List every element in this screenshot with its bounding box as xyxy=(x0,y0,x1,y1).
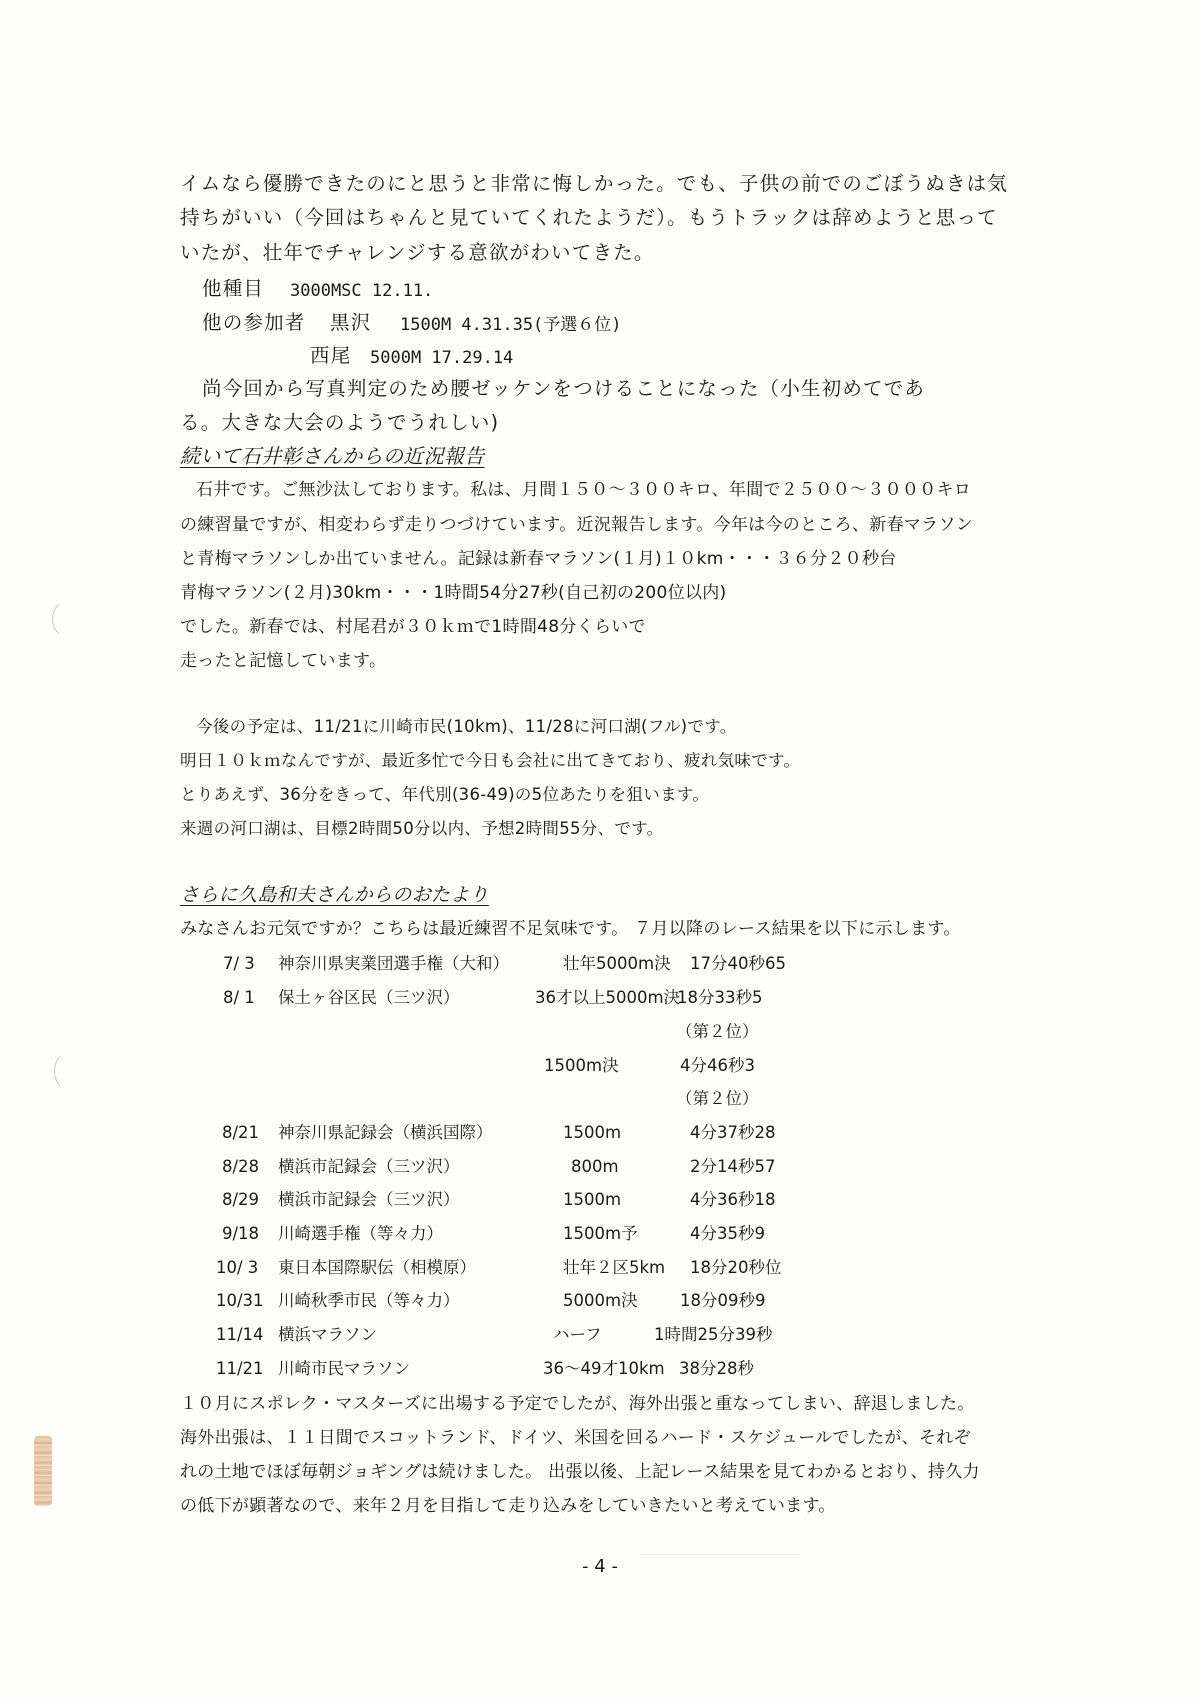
other-events-value: 3000MSC 12.11. xyxy=(290,281,434,301)
paragraph-line: の練習量ですが、相変わらず走りつづけています。近況報告します。今年は今のところ、新春マラソン xyxy=(180,515,974,535)
race-event: 神奈川県実業団選手権（大和） xyxy=(278,954,509,973)
paragraph-line: イムなら優勝できたのにと思うと非常に悔しかった。でも、子供の前でのごぼうぬきは気 xyxy=(180,172,1009,195)
race-date: 11/14 xyxy=(216,1325,264,1344)
page-number: - 4 - xyxy=(582,1556,618,1577)
paragraph-line: でした。新春では、村尾君が３０ｋｍで1時間48分くらいで xyxy=(180,617,646,637)
plan-line: 今後の予定は、11/21に川崎市民(10km)、11/28に河口湖(フル)です。 xyxy=(196,717,737,736)
race-category: 1500m xyxy=(563,1190,622,1209)
race-event: 川崎市民マラソン xyxy=(278,1359,410,1378)
paragraph-line: と青梅マラソンしか出ていません。記録は新春マラソン(１月)１０km・・・３６分２０秒台 xyxy=(180,549,897,569)
race-time: 4分37秒28 xyxy=(690,1123,776,1142)
paragraph-line: 青梅マラソン(２月)30km・・・1時間54分27秒(自己初の200位以内) xyxy=(180,583,727,603)
participant-result: 1500M 4.31.35(予選６位) xyxy=(400,315,622,335)
participants-label: 他の参加者 xyxy=(202,311,306,334)
race-date: 10/ 3 xyxy=(216,1258,259,1277)
participant-name: 黒沢 xyxy=(330,311,372,334)
race-time: 18分33秒5 xyxy=(677,988,763,1007)
race-rank: （第２位） xyxy=(676,1022,759,1041)
race-event: 横浜市記録会（三ツ沢） xyxy=(278,1157,460,1176)
note-line: る。大きな大会のようでうれしい) xyxy=(180,411,500,434)
race-category: 36才以上5000m決 xyxy=(535,988,681,1007)
plan-line: 来週の河口湖は、目標2時間50分以内、予想2時間55分、です。 xyxy=(180,819,664,838)
race-event: 東日本国際駅伝（相模原） xyxy=(278,1258,476,1277)
race-category: 800m xyxy=(571,1157,619,1176)
race-event: 横浜市記録会（三ツ沢） xyxy=(278,1190,460,1209)
stain-mark xyxy=(34,1436,52,1506)
note-line: 尚今回から写真判定のため腰ゼッケンをつけることになった（小生初めてであ xyxy=(202,377,926,400)
closing-line: れの土地でほぼ毎朝ジョギングは続けました。 出張以後、上記レース結果を見てわかるとおり、持久力 xyxy=(180,1462,980,1482)
race-time: 4分46秒3 xyxy=(680,1056,755,1075)
closing-line: １０月にスポレク・マスターズに出場する予定でしたが、海外出張と重なってしまい、辞退しました。 xyxy=(180,1394,975,1414)
race-date: 10/31 xyxy=(216,1291,264,1310)
section-heading: 続いて石井彰さんからの近況報告 xyxy=(180,444,485,468)
race-event: 横浜マラソン xyxy=(278,1325,377,1344)
race-date: 11/21 xyxy=(216,1359,264,1378)
scan-line xyxy=(640,1554,800,1555)
race-time: 1時間25分39秒 xyxy=(654,1325,773,1344)
race-date: 8/28 xyxy=(222,1157,260,1176)
race-category: 36～49才10km xyxy=(543,1359,665,1378)
race-time: 4分36秒18 xyxy=(690,1190,776,1209)
paragraph-line: 石井です。ご無沙汰しております。私は、月間１５０～３００キロ、年間で２５００～３０００キロ xyxy=(196,480,972,500)
race-category: 5000m決 xyxy=(563,1291,638,1310)
race-date: 7/ 3 xyxy=(223,954,255,973)
participant-result: 5000M 17.29.14 xyxy=(370,348,514,368)
participant-name: 西尾 xyxy=(310,344,352,367)
paragraph-line: 持ちがいい（今回はちゃんと見ていてくれたようだ）。もうトラックは辞めようと思って xyxy=(180,206,998,229)
paragraph-line: 走ったと記憶しています。 xyxy=(180,651,387,671)
other-events-label: 他種目 xyxy=(202,277,265,300)
race-category: 壮年２区5km xyxy=(563,1258,666,1277)
race-date: 9/18 xyxy=(222,1224,260,1243)
race-category: 1500m予 xyxy=(563,1224,638,1243)
race-category: ハーフ xyxy=(553,1325,602,1344)
race-category: 壮年5000m決 xyxy=(563,954,671,973)
race-time: 4分35秒9 xyxy=(690,1224,765,1243)
plan-line: 明日１０ｋｍなんですが、最近多忙で今日も会社に出てきており、疲れ気味です。 xyxy=(180,751,801,770)
race-event: 神奈川県記録会（横浜国際） xyxy=(278,1123,493,1142)
race-rank: （第２位） xyxy=(676,1089,759,1108)
plan-line: とりあえず、36分をきって、年代別(36-49)の5位あたりを狙います。 xyxy=(180,785,710,804)
race-date: 8/29 xyxy=(222,1190,260,1209)
race-event: 川崎秋季市民（等々力） xyxy=(278,1291,460,1310)
closing-line: の低下が顕著なので、来年２月を目指して走り込みをしていきたいと考えています。 xyxy=(180,1496,836,1516)
race-event: 保土ヶ谷区民（三ツ沢） xyxy=(278,988,460,1007)
paragraph-line: いたが、壮年でチャレンジする意欲がわいてきた。 xyxy=(180,241,655,264)
race-date: 8/21 xyxy=(222,1123,260,1142)
race-category: 1500m決 xyxy=(544,1056,619,1075)
race-time: 18分09秒9 xyxy=(680,1291,766,1310)
section-heading: さらに久島和夫さんからのおたより xyxy=(180,884,489,906)
race-time: 2分14秒57 xyxy=(690,1157,776,1176)
race-time: 17分40秒65 xyxy=(690,954,786,973)
race-time: 18分20秒位 xyxy=(690,1258,782,1277)
punch-hole-mark xyxy=(54,1050,90,1092)
race-event: 川崎選手権（等々力） xyxy=(278,1224,443,1243)
race-category: 1500m xyxy=(563,1123,622,1142)
race-time: 38分28秒 xyxy=(679,1359,754,1378)
intro-line: みなさんお元気ですか？こちらは最近練習不足気味です。 ７月以降のレース結果を以下に示します。 xyxy=(180,919,961,939)
closing-line: 海外出張は、１１日間でスコットランド、ドイツ、米国を回るハード・スケジュールでしたが、それぞ xyxy=(180,1428,971,1448)
race-date: 8/ 1 xyxy=(223,988,255,1007)
punch-hole-mark xyxy=(52,598,94,640)
